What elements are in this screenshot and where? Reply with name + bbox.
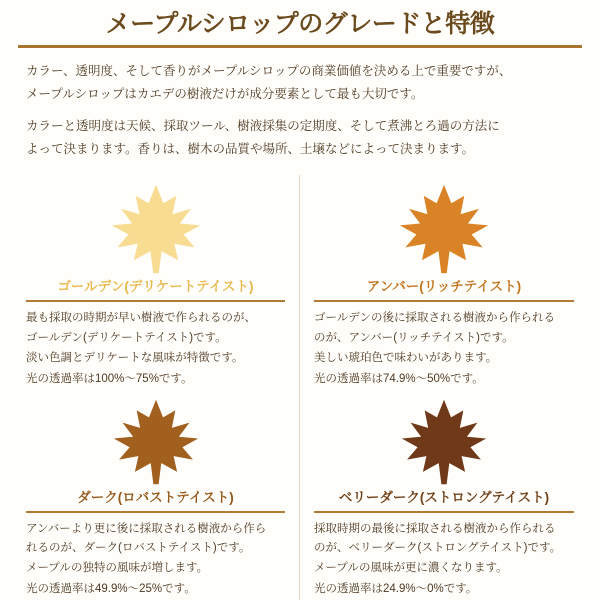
- grade-amber-desc-line-3: 美しい琥珀色で味わいがあります。: [314, 351, 498, 364]
- page-header: [0, 0, 600, 48]
- maple-leaf-icon: [104, 183, 208, 275]
- grade-very-dark-transmittance: 光の透過率は24.9%～0%です。: [314, 582, 478, 595]
- grade-card-golden: [12, 175, 300, 389]
- grades-grid: [0, 175, 600, 600]
- intro-p2-line2: よって決まります。香りは、樹木の品質や場所、土壌などによって決まります。: [26, 142, 475, 157]
- grade-amber-name: アンバー(リッチテイスト): [314, 279, 574, 302]
- grade-amber-desc-line-2: のが、アンバー(リッチテイスト)です。: [314, 332, 514, 345]
- grade-amber-description: [314, 309, 574, 389]
- grade-golden-description: [26, 309, 285, 389]
- grade-very-dark-desc-line-3: メープルの風味が更に濃くなります。: [314, 562, 508, 575]
- grade-amber-transmittance: 光の透過率は74.9%～50%です。: [314, 372, 484, 385]
- maple-leaf-icon: [106, 398, 206, 486]
- grade-very-dark-name: ベリーダーク(ストロングテイスト): [314, 490, 574, 513]
- intro-paragraph-2: [26, 115, 574, 161]
- grade-dark-name: ダーク(ロバストテイスト): [26, 490, 285, 513]
- grade-dark-desc-line-2: れるのが、ダーク(ロバストテイスト)です。: [26, 542, 251, 555]
- grade-card-amber: [300, 175, 588, 389]
- grade-card-very-dark: [300, 390, 588, 600]
- grade-golden-desc-line-1: 最も採取の時期が早い樹液で作られるのが、: [26, 312, 256, 325]
- grade-dark-transmittance: 光の透過率は49.9%～25%です。: [26, 582, 196, 595]
- grade-dark-desc-line-1: アンバーより更に後に採取される樹液から作ら: [26, 522, 267, 535]
- grade-card-dark: [12, 390, 300, 600]
- grade-amber-leaf-box: [314, 179, 574, 275]
- grade-dark-leaf-box: [26, 394, 285, 486]
- grade-golden-transmittance: 光の透過率は100%～75%です。: [26, 372, 193, 385]
- maple-leaf-icon: [392, 183, 496, 275]
- page-title: メープルシロップのグレードと特徴: [18, 10, 582, 48]
- grade-golden-desc-line-3: 淡い色調とデリケートな風味が特徴です。: [26, 351, 244, 364]
- grade-very-dark-leaf-box: [314, 394, 574, 486]
- intro-p1-line1: カラー、透明度、そして香りがメープルシロップの商業価値を決める上で重要ですが、: [26, 63, 512, 78]
- grade-very-dark-desc-line-1: 採取時期の最後に採取される樹液から作られる: [314, 522, 556, 535]
- grade-very-dark-description: [314, 520, 574, 600]
- intro-p2-line1: カラーと透明度は天候、採取ツール、樹液採集の定期度、そして煮沸とろ過の方法に: [26, 119, 500, 133]
- intro-text: [0, 48, 600, 162]
- grade-dark-description: [26, 520, 285, 600]
- intro-paragraph-1: [26, 60, 574, 106]
- grade-golden-name: ゴールデン(デリケートテイスト): [26, 279, 285, 302]
- grade-very-dark-desc-line-2: のが、ベリーダーク(ストロングテイスト)です。: [314, 542, 562, 555]
- intro-p1-line2: メープルシロップはカエデの樹液だけが成分要素として最も大切です。: [26, 86, 424, 101]
- maple-leaf-icon: [394, 398, 494, 486]
- grade-amber-desc-line-1: ゴールデンの後に採取される樹液から作られる: [314, 312, 556, 325]
- grade-golden-desc-line-2: ゴールデン(デリケートテイスト)です。: [26, 332, 227, 345]
- grade-golden-leaf-box: [26, 179, 285, 275]
- grade-dark-desc-line-3: メープルの独特の風味が増します。: [26, 562, 209, 575]
